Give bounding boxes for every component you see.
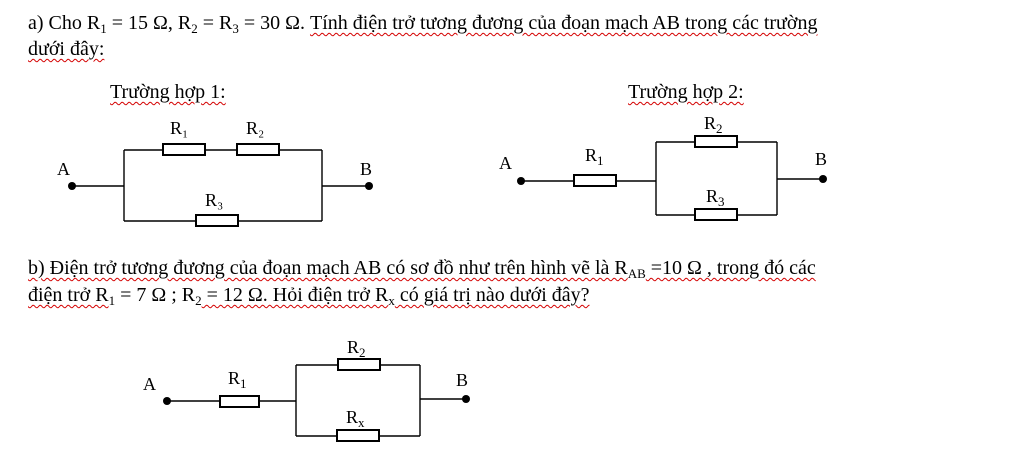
rab-sub: AB [627, 266, 646, 281]
c2-label-r3 [706, 186, 725, 209]
circuit-2 [517, 136, 827, 220]
c1-label-b: B [360, 159, 373, 179]
c2-label-r2 [704, 113, 723, 136]
c1-label-a: A [57, 159, 70, 179]
c1-node-b [365, 182, 373, 190]
circuit-1 [68, 144, 373, 226]
part-a-prefix: a) Cho R [28, 12, 101, 34]
c2-label-a: A [499, 153, 512, 173]
r2-eq: = R [197, 12, 233, 34]
c2-node-b [819, 175, 827, 183]
c3-resistor-rx [337, 430, 379, 441]
c1-label-r2: R₂ [246, 118, 265, 138]
c3-label-r1 [228, 368, 247, 391]
part-b-line2-prefix: điện trở R [28, 284, 109, 306]
part-b-line1-prefix: b) Điện trở tương đương của đoạn mạch AB có sơ đồ như trên hình vẽ là R [28, 257, 628, 279]
c2-resistor-r2 [695, 136, 737, 147]
case2-title-text: Trường hợp 2: [628, 81, 744, 103]
c1-resistor-r1 [163, 144, 205, 155]
c3-resistor-r2 [338, 359, 380, 370]
c2-r3-sub: 3 [718, 194, 725, 209]
c2-resistor-r3 [695, 209, 737, 220]
part-b-line-1 [28, 256, 816, 280]
c3-node-b [462, 395, 470, 403]
r1-value: = 15 Ω, R [106, 12, 192, 34]
c1-label-r1: R₁ [170, 118, 189, 138]
c2-label-r1 [585, 145, 604, 168]
c2-r1-sub: 1 [597, 153, 604, 168]
part-b-line1-value: =10 Ω , trong đó các [645, 257, 816, 279]
c2-r3-letter: R [706, 186, 719, 206]
case1-title-text: Trường hợp 1: [110, 81, 226, 103]
c1-label-r3: R₃ [205, 190, 224, 210]
c1-resistor-r3 [196, 215, 238, 226]
part-b-line2-end: có giá trị nào dưới đây? [394, 284, 590, 306]
circuit-3 [163, 359, 470, 441]
c3-label-a: A [143, 374, 156, 394]
c1-resistor-r2 [237, 144, 279, 155]
c3-resistor-r1 [220, 396, 259, 407]
c2-r2-letter: R [704, 113, 717, 133]
part-b-line-2 [28, 283, 590, 307]
c1-node-a [68, 182, 76, 190]
c2-r2-sub: 2 [716, 121, 723, 136]
c3-r1-letter: R [228, 368, 241, 388]
c2-label-b: B [815, 149, 828, 169]
c2-node-a [517, 177, 525, 185]
c2-resistor-r1 [574, 175, 616, 186]
c3-r1-sub: 1 [240, 376, 247, 391]
part-a-question-cont: dưới đây: [28, 38, 105, 60]
sub-3: 3 [232, 21, 239, 36]
sub-2: 2 [191, 21, 198, 36]
c3-rx-sub: x [358, 415, 365, 430]
c2-r1-letter: R [585, 145, 598, 165]
c3-label-rx [346, 407, 365, 430]
part-b-line2-mid2: = 12 Ω. Hỏi điện trở R [201, 284, 389, 306]
b-sub-2: 2 [195, 293, 202, 308]
c3-rx-letter: R [346, 407, 359, 427]
c3-label-r2 [347, 337, 366, 360]
part-b-line2-mid: = 7 Ω ; R [115, 284, 196, 306]
r3-value: = 30 Ω. [238, 12, 305, 34]
b-sub-x: x [388, 293, 395, 308]
sub-1: 1 [100, 21, 107, 36]
part-a-question: Tính điện trở tương đương của đoạn mạch AB trong các trường [309, 12, 818, 34]
c3-r2-letter: R [347, 337, 360, 357]
b-sub-1: 1 [108, 293, 116, 308]
c3-node-a [163, 397, 171, 405]
c3-label-b: B [456, 370, 469, 390]
c3-r2-sub: 2 [359, 345, 366, 360]
